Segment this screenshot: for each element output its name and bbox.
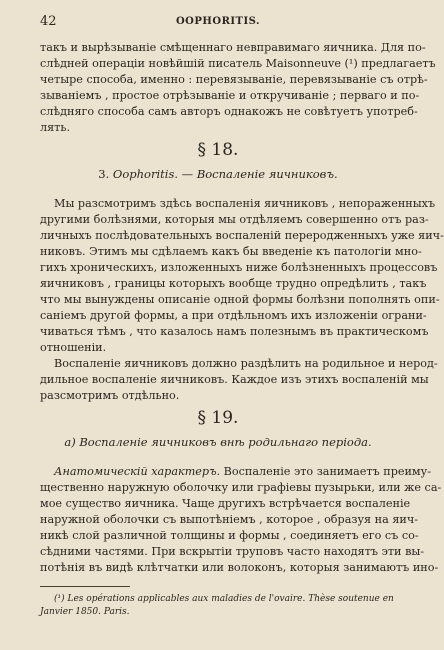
text-line: сѣдними частями. При вскрытіи труповъ часто находятъ эти вы-: [40, 545, 425, 558]
text-line: дильное воспаленіе яичниковъ. Каждое изъ этихъ воспаленій мы: [40, 373, 429, 386]
text-line: потѣнія въ видѣ клѣтчатки или волоконъ, которыя занимаютъ ино-: [40, 561, 439, 574]
text-line: такъ и вырѣзываніе смѣщеннаго невправимаго яичника. Для по-: [40, 41, 426, 54]
section-19-heading: а) Воспаленіе яичниковъ внѣ родильнаго періода.: [64, 435, 372, 449]
text-line: слѣдней операціи новѣйшій писатель Maisonneuve (¹) предлагаетъ: [40, 57, 436, 70]
section-18-mark: § 18.: [197, 140, 239, 160]
text-line: наружной оболочки съ выпотѣніемъ , которое , образуя на яич-: [40, 513, 419, 526]
paragraph-18a: [40, 196, 444, 356]
heading-russian: Воспаленіе яичниковъ.: [196, 167, 338, 181]
text-line: никѣ слой различной толщины и формы , соединяетъ его съ со-: [40, 529, 419, 542]
text-line: никовъ. Этимъ мы сдѣлаемъ какъ бы введеніе къ патологіи мно-: [40, 245, 422, 258]
footnote: [40, 593, 396, 619]
text-line: Мы разсмотримъ здѣсь воспаленія яичниковъ , непораженныхъ: [54, 197, 436, 210]
text-line: разсмотримъ отдѣльно.: [40, 389, 180, 402]
text-line: зываніемъ , простое отрѣзываніе и откручиваніе ; перваго и по-: [40, 89, 420, 102]
page-number: 42: [40, 14, 57, 29]
text-line: слѣдняго способа самъ авторъ однакожъ не совѣтуетъ употреб-: [40, 105, 418, 118]
page-body: [40, 40, 444, 619]
footnote-divider: [40, 586, 130, 587]
text-line: мое существо яичника. Чаще другихъ встрѣчается воспаленіе: [40, 497, 411, 510]
text-line: другими болѣзнями, которыя мы отдѣляемъ совершенно отъ раз-: [40, 213, 429, 226]
heading-dash: —: [178, 167, 197, 181]
running-title: OOPHORITIS.: [175, 16, 261, 27]
lead-term: Анатомическій характеръ.: [54, 465, 221, 478]
text-line: отношеніи.: [40, 341, 107, 354]
text-line: личныхъ послѣдовательныхъ воспаленій переродженныхъ уже яич-: [40, 229, 444, 242]
text-line: саніемъ другой формы, а при отдѣльномъ ихъ изложеніи ограни-: [40, 309, 427, 322]
text-line: чиваться тѣмъ , что казалось намъ полезнымъ въ практическомъ: [40, 325, 429, 338]
text-line: что мы вынуждены описаніе одной формы болѣзни пополнять опи-: [40, 293, 440, 306]
text-line: гихъ хроническихъ, изложенныхъ ниже болѣзненныхъ процессовъ: [40, 261, 438, 274]
text-line: [40, 464, 432, 480]
paragraph-19: [40, 464, 442, 576]
heading-number: 3.: [98, 167, 113, 181]
page-header: [40, 14, 396, 30]
footnote-line: (¹) Les opérations applicables aux maladies de l'ovaire. Thèse soutenue en: [54, 594, 394, 604]
footnote-line: Janvier 1850. Paris.: [40, 607, 130, 617]
text-line: четыре способа, именно : перевязываніе, перевязываніе съ отрѣ-: [40, 73, 428, 86]
top-paragraph: [40, 40, 436, 136]
text-line: Воспаленіе яичниковъ должно раздѣлить на родильное и нерод-: [54, 357, 438, 370]
text-line: щественно наружную оболочку или графіевы пузырьки, или же са-: [40, 481, 442, 494]
heading-latin: Oophoritis.: [112, 167, 178, 181]
section-18-heading: [40, 166, 396, 182]
text-line: яичниковъ , границы которыхъ вообще трудно опредѣлить , такъ: [40, 277, 427, 290]
section-19-mark: § 19.: [197, 408, 239, 428]
lead-rest: Воспаленіе это занимаетъ преиму-: [220, 465, 432, 478]
paragraph-18b: [40, 356, 438, 404]
text-line: лять.: [40, 121, 71, 134]
